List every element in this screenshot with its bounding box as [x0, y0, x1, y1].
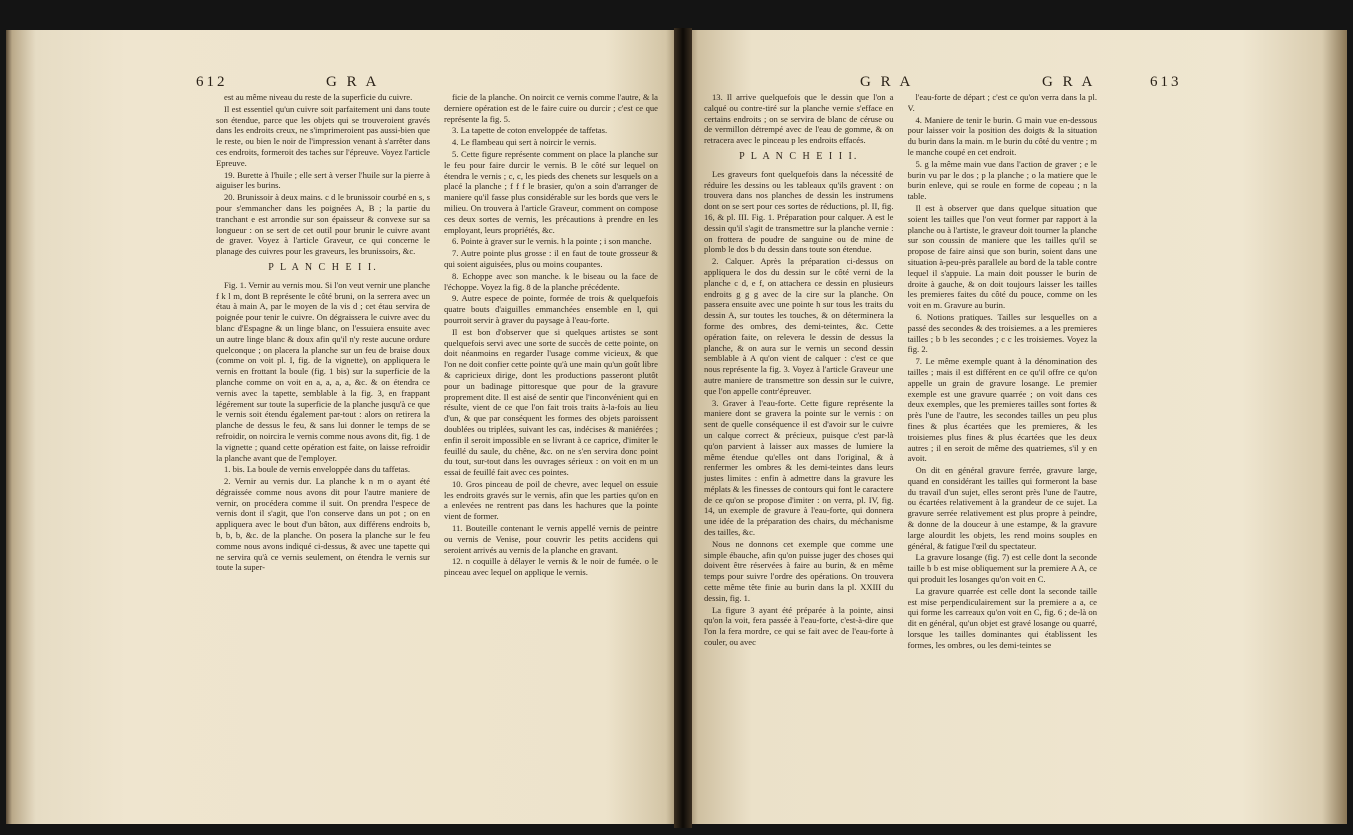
paragraph: 13. Il arrive quelquefois que le dessin que l'on a calqué ou contre-tiré sur la planche vernie s'efface en certains endroits ; on se servira de blanc de céruse ou de vermillon détrempé avec de l'eau de gomme, & on retracera avec le pinceau p les endroits effacés. — [704, 92, 894, 146]
right-page — [682, 30, 1347, 824]
paragraph: 4. Maniere de tenir le burin. G main vue en-dessous pour laisser voir la position des doigts & la situation du burin dans la main. m le burin du côté du ventre ; m le manche coupé en cet endroit. — [907, 114, 1097, 157]
paragraph: l'eau-forte de départ ; c'est ce qu'on verra dans la pl. V. — [907, 92, 1097, 113]
paragraph: est au même niveau du reste de la superficie du cuivre. — [224, 92, 413, 102]
section-heading-planche-2: P L A N C H E I I. — [268, 261, 378, 273]
paragraph: La gravure quarrée est celle dont la seconde taille est mise perpendiculairement sur la premiere a a, ce qui forme les carreaux qu'on voit en C, fig. 6 ; de-là on dit en général, qu'un objet est gravé losange ou quarré, lorsque les tailles dominantes qui établissent les formes, les ombres, ou les demi-teintes se — [907, 585, 1097, 650]
paragraph: 12. n coquille à délayer le vernis & le noir de fumée. o le pinceau avec lequel on applique le vernis. — [444, 556, 658, 578]
paragraph: Il est essentiel qu'un cuivre soit parfaitement uni dans toute son étendue, parce que les objets qui se trouveroient gravés dans les endroits creux, ne s'imprimeroient pas aussi-bien que le reste, ou bien le noir de l'impression venant à s'arrêter dans ces endroits, formeroit des taches sur l'épreuve. Voyez l'article Epreuve. — [216, 103, 430, 168]
paragraph: Il est à observer que dans quelque situation que soient les tailles que l'on veut former par rapport à la planche ou à l'artiste, le graveur doit tourner la planche sur son coussin de maniere que les tailles qu'il se propose de faire ainsi que son burin, soient dans une situation à-peu-près parallele au bord de la table contre lequel il s'appuie. La main doit pousser le burin de droite à gauche, & on doit toujours laisser les tailles les premieres faites du côté du pouce, comme on les voit en m. Gravure au burin. — [907, 202, 1097, 311]
paragraph: La figure 3 ayant été préparée à la pointe, ainsi qu'on la voit, fera passée à l'eau-forte, c'est-à-dire que l'on la fera mordre, ce qui se fait avec de l'eau-forte à couler, ou avec — [704, 604, 894, 648]
paragraph: Nous ne donnons cet exemple que comme une simple ébauche, afin qu'on puisse juger des choses qui doivent être réservées à faire au burin, & en même temps pour suivre l'ordre des opérations. On trouvera cette même tête finie au burin dans la pl. XXIII du dessin, fig. 1. — [704, 538, 894, 603]
left-page — [6, 30, 682, 824]
paragraph: ficie de la planche. On noircit ce vernis comme l'autre, & la derniere opération est de le faire cuire ou durcir ; c'est ce que représente la fig. 5. — [444, 92, 658, 124]
paragraph: La gravure losange (fig. 7) est celle dont la seconde taille b b est mise obliquement sur la premiere A A, ce qui produit les losanges qu'on voit en C. — [907, 552, 1097, 585]
paragraph: 1. bis. La boule de vernis enveloppée dans du taffetas. — [224, 464, 410, 475]
section-heading-planche-3: P L A N C H E I I I. — [739, 150, 859, 162]
paragraph: 20. Brunissoir à deux mains. c d le brunissoir courbé en s, s pour s'emmancher dans les poignées A, B ; la partie du tranchant e est arrondie sur son épaisseur & convexe sur sa longueur : on se sert de cet outil pour brunir le cuivre avant de graver. Voyez à l'article Graveur, ce qui concerne le planage des cuivres pour les graveurs, les brunissoirs, &c. — [216, 192, 430, 257]
page-number-right: 613 — [1150, 74, 1182, 90]
running-head-right-1: G R A — [860, 74, 914, 90]
paragraph: Fig. 1. Vernir au vernis mou. Si l'on veut vernir une planche f k l m, dont B représente le côté bruni, on la serrera avec un étau à main A, par le moyen de la vis d ; cet étau servira de poignée pour tenir le cuivre. On dégraissera le cuivre avec du blanc d'Espagne & un linge blanc, on l'essuiera ensuite avec un autre linge blanc & doux afin qu'il n'y reste aucune ordure quelconque ; on placera la planche sur un feu de braise doux (comme on voit pl. I, fig. de la vignette), on appliquera le vernis en frottant la boule (fig. 1 bis) sur la superficie de la planche comme on voit en a, a, a, a, &c. & on étendra ce vernis avec la tapette, semblable à la fig. 3, en frappant légérement sur toute la superficie de la planche jusqu'à ce que le vernis soit étendu également par-tout : alors on retirera la planche de dessus le feu, & sans lui donner le temps de se refroidir, on noircira le vernis comme nous avons dit, fig. 1 de la vignette ; quand cette opération est faite, on laisse refroidir la planche avant que de l'employer. — [216, 279, 430, 463]
page-number-left: 612 — [196, 74, 228, 90]
right-column-2 — [908, 92, 1098, 822]
paragraph: 19. Burette à l'huile ; elle sert à verser l'huile sur la pierre à aiguiser les burins. — [216, 169, 430, 191]
running-head-left: G R A — [326, 74, 380, 90]
running-head-right-2: G R A — [1042, 74, 1096, 90]
paragraph: On dit en général gravure ferrée, gravure large, quand en considérant les tailles qui formeront la base du travail d'un sujet, elles seront près l'une de l'autre, ou écartées relativement à la grandeur de ce sujet. La gravure serrée relativement est plus propre à peindre, & donne de la douceur à une estampe, & la gravure large alourdit les objets, les rend moins souples en général, & fatigue l'œil du spectateur. — [907, 465, 1097, 551]
paragraph: 7. Autre pointe plus grosse : il en faut de toute grosseur & qui soient aiguisées, plus ou moins coupantes. — [444, 248, 658, 269]
paragraph: 4. Le flambeau qui sert à noircir le vernis. — [452, 137, 597, 148]
open-book — [6, 18, 1347, 830]
paragraph: 6. Notions pratiques. Tailles sur lesquelles on a passé des secondes & des troisiemes. a a les premieres tailles ; b b les secondes ; c c les troisiemes. Voyez la fig. 2. — [907, 311, 1097, 355]
paragraph: 3. La tapette de coton enveloppée de taffetas. — [452, 125, 608, 136]
paragraph: 7. Le même exemple quant à la dénomination des tailles ; mais il est différent en ce qu'il offre ce qu'on appelle un grain de gravure losange. Le premier exemple est une gravure quarrée ; on voit dans ces deux exemples, que les premieres tailles sont fortes & près l'une de l'autre, les secondes tailles un peu plus fines & plus écartées que les premieres, & les troisiemes plus fines & plus écartées que les deux autres ; il en seroit de même des quatriemes, s'il y en avoit. — [907, 356, 1097, 464]
paragraph: 8. Echoppe avec son manche. k le biseau ou la face de l'échoppe. Voyez la fig. 8 de la planche précédente. — [444, 270, 658, 292]
paragraph: 2. Vernir au vernis dur. La planche k n m o ayant été dégraissée comme nous avons dit pour l'autre maniere de vernir, on procédera comme il suit. On prendra l'espece de vernis dont il s'agit, que l'on conserve dans un pot ; on en appliquera avec le bout d'un bâton, aux différens endroits b, b, b, b, &c. de la planche. On posera la planche sur le feu comme nous avons indiqué ci-dessus, & avec une tapette qui ne servira qu'à ce vernis seulement, on étendra le vernis sur toute la super- — [216, 476, 430, 573]
paragraph: 5. g la même main vue dans l'action de graver ; e le burin vu par le dos ; p la planche ; o la matiere que le burin enleve, qui se roule en forme de copeau ; n la table. — [907, 158, 1097, 202]
paragraph: Il est bon d'observer que si quelques artistes se sont quelquefois servi avec une sorte de succès de cette pointe, on doit néanmoins en regarder l'usage comme vicieux, & que l'on ne doit confier cette pointe qu'à une main qu'un goût libre & capricieux dirige, dont les productions passeront plutôt pour un badinage pittoresque que pour de la gravure proprement dite. Il est aisé de sentir que l'inconvénient qui en résulte, vient de ce que l'on fait trois traits à-la-fois au lieu d'un, & que par conséquent les formes des objets paroissent doublées ou triplées, suivant les cas, indécises & maniérées ; enfin il seroit impossible en se livrant à ce caprice, d'imiter le feuillé du saule, du chêne, &c. on ne s'en servira donc point du tout, sur-tout dans les ouvrages sérieux : on voit en m un essai de feuillé fait avec ces pointes. — [444, 326, 658, 478]
book-gutter — [674, 28, 692, 828]
paragraph: 6. Pointe à graver sur le vernis. h la pointe ; i son manche. — [452, 236, 652, 247]
right-column-1 — [704, 92, 894, 822]
paragraph: 10. Gros pinceau de poil de chevre, avec lequel on essuie les endroits gravés sur le vernis, afin que les parties qu'on en a enlevées ne rentrent pas dans les hachures que la pointe vient de former. — [444, 478, 658, 522]
paragraph: 9. Autre espece de pointe, formée de trois & quelquefois quatre bouts d'aiguilles emmanchées ensemble en l, qui pourroit servir à graver du paysage à l'eau-forte. — [444, 293, 658, 325]
paragraph: 11. Bouteille contenant le vernis appellé vernis de peintre ou vernis de Venise, pour couvrir les petits accidens qui seroient arrivés au vernis de la planche en gravant. — [444, 523, 658, 555]
paragraph: 2. Calquer. Après la préparation ci-dessus on appliquera le dos du dessin sur le côté verni de la planche c d, e f, on attachera ce dessin en plusieurs endroits g g g avec de la cire sur la planche. On passera ensuite avec une pointe h sur tous les traits du dessin A, sur toutes les touches, & on déterminera la forme des ombres, des demi-teintes, &c. Cette opération faite, on relevera le dessin de dessus la planche, & on aura sur le vernis un second dessin semblable à A qu'on vient de calquer : c'est ce que nous représente la fig. 3. Voyez à l'article Graveur une autre maniere de transmettre son dessin sur le cuivre, que l'on appelle contr'épreuver. — [704, 256, 894, 396]
paragraph: 5. Cette figure représente comment on place la planche sur le feu pour faire durcir le vernis. B le côté sur lequel on étendra le vernis ; c, c, les pieds des chenets sur lesquels on a placé la planche ; f f f le brasier, qu'on a soin d'arranger de maniere qu'il fasse plus considérable sur les bords que vers le milieu. On trouvera à l'article Graveur, comment on compose ces deux sortes de vernis, les précautions à prendre en les employant, leurs propriétés, &c. — [444, 148, 658, 235]
left-column-1 — [216, 92, 430, 822]
paragraph: 3. Graver à l'eau-forte. Cette figure représente la maniere dont se gravera la pointe sur le vernis : on sent de quelle conséquence il est d'avoir sur le cuivre un calque correct & précieux, puisque c'est par-là qu'on parvient à laisser aux masses de lumiere la même étendue qu'elles ont dans l'original, & à renfermer les ombres & les demi-teintes dans leurs justes limites : enfin à admettre dans la gravure les méplats & les finesses de contours qui font le caractere de ce qu'on se propose d'imiter : on verra, pl. IV, fig. 14, un exemple de gravure à l'eau-forte, qui donnera une idée de la préparation des chairs, du méchanisme des tailles, &c. — [704, 397, 894, 538]
left-column-2 — [444, 92, 658, 822]
paragraph: Les graveurs font quelquefois dans la nécessité de réduire les dessins ou les tableaux qu'ils gravent : on trouvera dans nos planches de dessin les instrumens dont on se sert pour ces sortes de réductions, pl. II, fig. 16, & pl. III. Fig. 1. Préparation pour calquer. A est le dessin qu'il s'agit de transmettre sur la planche vernie : on frottera de poudre de sanguine ou de mine de plomb le dos b du dessin dans toute son étendue. — [704, 168, 894, 255]
